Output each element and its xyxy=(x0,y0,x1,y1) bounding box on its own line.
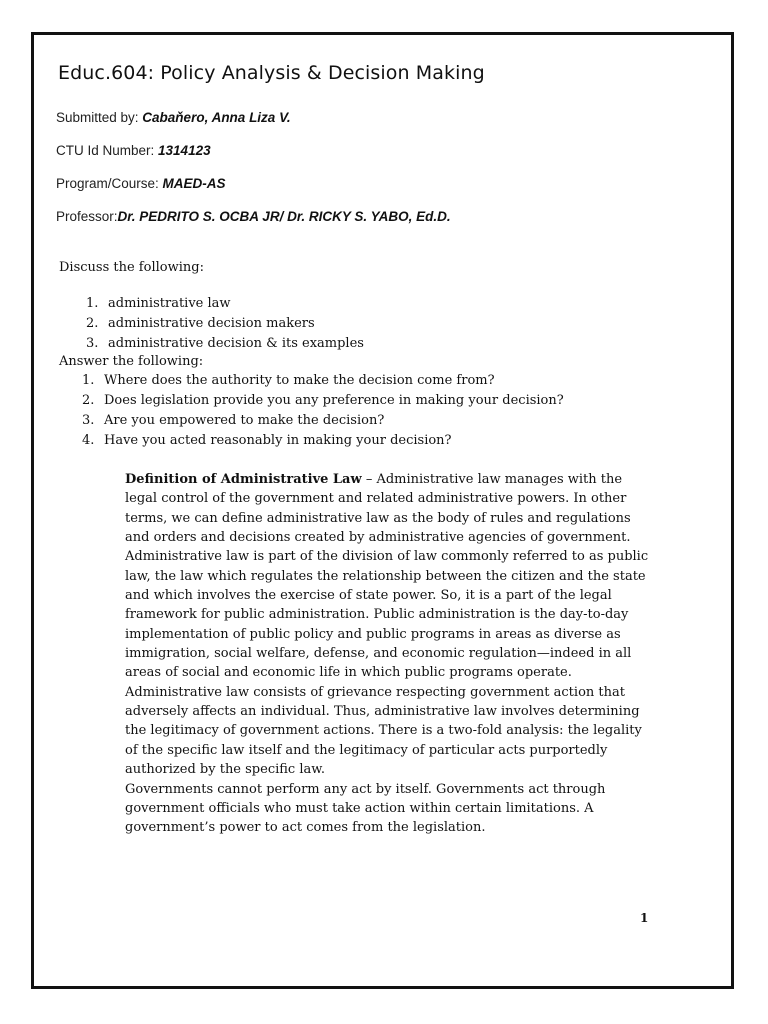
list-text: administrative decision makers xyxy=(108,316,315,331)
paragraph: Administrative law is part of the division of law commonly referred to as public law, the law which regulates the relationship between the citizen and the state and which involves the exercise of state power. So, it is a part of the legal framework for public administration. Public administration is the day-to-day implementation of public policy and public programs in areas as diverse as immigration, social welfare, defense, and economic regulation—indeed in all areas of social and economic life in which public programs operate. xyxy=(125,549,649,681)
page-number: 1 xyxy=(640,911,649,925)
meta-label: Program/Course: xyxy=(56,176,163,191)
list-text: Where does the authority to make the decision come from? xyxy=(104,373,495,388)
meta-program xyxy=(56,176,226,191)
paragraph-text: – Administrative law manages with the legal control of the government and related administrative powers. In other terms, we can define administrative law as the body of rules and regulations and orders and decisions created by administrative agencies of government. xyxy=(125,472,631,546)
paragraph: Administrative law consists of grievance respecting government action that adversely affects an individual. Thus, administrative law involves determining the legitimacy of government actions. There is a two-fold analysis: the legality of the specific law itself and the legitimacy of particular acts purportedly authorized by the specific law. xyxy=(125,684,642,778)
discuss-list xyxy=(86,294,364,354)
list-number: 3. xyxy=(86,336,99,351)
list-item xyxy=(82,371,564,391)
meta-value: Cabaňero, Anna Liza V. xyxy=(142,110,291,125)
list-text: administrative decision & its examples xyxy=(108,336,364,351)
meta-professor xyxy=(56,209,451,224)
paragraph xyxy=(125,470,655,547)
meta-label: Submitted by: xyxy=(56,110,143,125)
list-item xyxy=(82,411,564,431)
document-title: Educ.604: Policy Analysis & Decision Making xyxy=(58,62,485,84)
meta-value: 1314123 xyxy=(158,143,211,158)
list-text: Are you empowered to make the decision? xyxy=(104,413,385,428)
list-number: 1. xyxy=(86,296,99,311)
list-item xyxy=(86,334,364,354)
list-item xyxy=(82,391,564,411)
list-number: 2. xyxy=(82,393,95,408)
list-number: 4. xyxy=(82,433,95,448)
list-text: Does legislation provide you any preference in making your decision? xyxy=(104,393,564,408)
answer-list xyxy=(82,371,564,451)
meta-id-number xyxy=(56,143,211,158)
list-item xyxy=(86,294,364,314)
meta-label: CTU Id Number: xyxy=(56,143,159,158)
meta-value: MAED-AS xyxy=(162,176,226,191)
list-item xyxy=(82,431,564,451)
list-number: 3. xyxy=(82,413,95,428)
meta-label: Professor: xyxy=(56,209,118,224)
meta-value: Dr. PEDRITO S. OCBA JR/ Dr. RICKY S. YABO, Ed.D. xyxy=(117,209,451,224)
list-item xyxy=(86,314,364,334)
list-text: Have you acted reasonably in making your decision? xyxy=(104,433,452,448)
body-text xyxy=(125,470,655,838)
list-text: administrative law xyxy=(108,296,231,311)
list-number: 2. xyxy=(86,316,99,331)
definition-term: Definition of Administrative Law xyxy=(125,472,362,487)
paragraph: Governments cannot perform any act by itself. Governments act through government officials who must take action within certain limitations. A government’s power to act comes from the legislation. xyxy=(125,781,606,836)
discuss-heading: Discuss the following: xyxy=(59,260,204,275)
answer-heading: Answer the following: xyxy=(59,354,204,369)
meta-submitted-by xyxy=(56,110,291,125)
list-number: 1. xyxy=(82,373,95,388)
